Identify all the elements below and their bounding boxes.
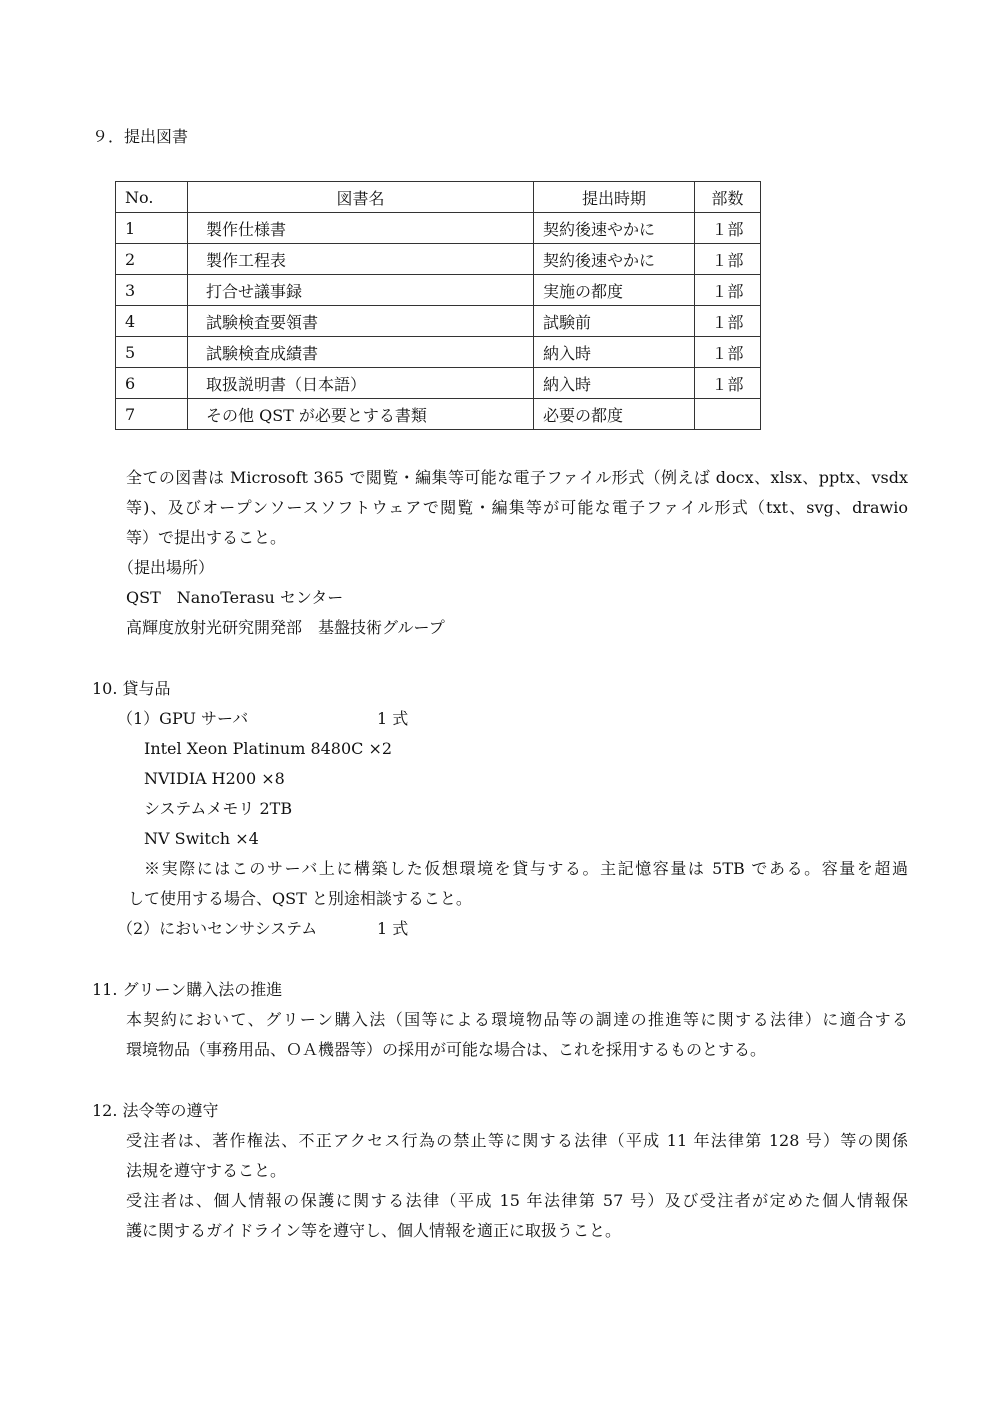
- table-row: [116, 399, 761, 430]
- section-12-heading: 12. 法令等の遵守: [92, 1101, 219, 1120]
- row-submission-time: 試験前: [534, 306, 695, 337]
- table-row: [116, 275, 761, 306]
- header-copies: 部数: [695, 182, 761, 213]
- row-no: 1: [116, 213, 188, 244]
- green-purchasing-line: 本契約において、グリーン購入法（国等による環境物品等の調達の推進等に関する法律）に適合する: [126, 1010, 908, 1029]
- row-document-name: 取扱説明書（日本語）: [188, 368, 534, 399]
- format-paragraph-line: 全ての図書は Microsoft 365 で閲覧・編集等可能な電子ファイル形式（例えば docx、xlsx、pptx、vsdx: [126, 468, 908, 487]
- row-no: 7: [116, 399, 188, 430]
- row-document-name: 試験検査要領書: [188, 306, 534, 337]
- header-submission-time: 提出時期: [534, 182, 695, 213]
- row-copies: １部: [695, 244, 761, 275]
- row-document-name: 製作工程表: [188, 244, 534, 275]
- compliance-line: 護に関するガイドライン等を遵守し、個人情報を適正に取扱うこと。: [126, 1221, 622, 1240]
- table-row: [116, 244, 761, 275]
- row-submission-time: 契約後速やかに: [534, 244, 695, 275]
- row-submission-time: 実施の都度: [534, 275, 695, 306]
- row-copies: １部: [695, 306, 761, 337]
- header-document-name: 図書名: [188, 182, 534, 213]
- green-purchasing-line: 環境物品（事務用品、ＯＡ機器等）の採用が可能な場合は、これを採用するものとする。: [126, 1040, 767, 1059]
- table-row: [116, 306, 761, 337]
- header-no: No.: [116, 182, 188, 213]
- row-document-name: 試験検査成績書: [188, 337, 534, 368]
- compliance-line: 法規を遵守すること。: [126, 1161, 287, 1180]
- documents-table: [115, 181, 761, 430]
- loan-item-2-quantity: 1 式: [377, 919, 409, 938]
- row-document-name: 打合せ議事録: [188, 275, 534, 306]
- row-no: 2: [116, 244, 188, 275]
- section-11-heading: 11. グリーン購入法の推進: [92, 980, 283, 999]
- row-document-name: その他 QST が必要とする書類: [188, 399, 534, 430]
- row-no: 4: [116, 306, 188, 337]
- gpu-server-spec: NV Switch ×4: [144, 829, 259, 848]
- row-copies: １部: [695, 368, 761, 399]
- row-no: 5: [116, 337, 188, 368]
- row-submission-time: 納入時: [534, 368, 695, 399]
- row-document-name: 製作仕様書: [188, 213, 534, 244]
- table-row: [116, 337, 761, 368]
- gpu-server-spec: NVIDIA H200 ×8: [144, 769, 285, 788]
- table-row: [116, 213, 761, 244]
- submission-place-line: QST NanoTerasu センター: [126, 588, 344, 607]
- gpu-server-note-line: ※実際にはこのサーバ上に構築した仮想環境を貸与する。主記憶容量は 5TB である。容量を超過: [144, 859, 908, 878]
- row-submission-time: 契約後速やかに: [534, 213, 695, 244]
- section-9-heading: ９．提出図書: [92, 127, 189, 146]
- table-row: [116, 368, 761, 399]
- format-paragraph-line: 等)、及びオープンソースソフトウェアで閲覧・編集等が可能な電子ファイル形式（txt、svg、drawio: [126, 498, 908, 517]
- table-header-row: [116, 182, 761, 213]
- submission-place-line: 高輝度放射光研究開発部 基盤技術グループ: [126, 618, 445, 637]
- row-copies: [695, 399, 761, 430]
- loan-item-2-label: （2）においセンサシステム: [117, 919, 318, 938]
- compliance-line: 受注者は、個人情報の保護に関する法律（平成 15 年法律第 57 号）及び受注者が定めた個人情報保: [126, 1191, 908, 1210]
- section-10-heading: 10. 貸与品: [92, 679, 171, 698]
- row-submission-time: 納入時: [534, 337, 695, 368]
- gpu-server-spec: Intel Xeon Platinum 8480C ×2: [144, 739, 393, 758]
- format-paragraph-line: 等）で提出すること。: [126, 528, 287, 547]
- compliance-line: 受注者は、著作権法、不正アクセス行為の禁止等に関する法律（平成 11 年法律第 128 号）等の関係: [126, 1131, 908, 1150]
- gpu-server-note-line: して使用する場合、QST と別途相談すること。: [128, 889, 472, 908]
- submission-place-label: （提出場所）: [118, 558, 215, 577]
- row-copies: １部: [695, 337, 761, 368]
- row-submission-time: 必要の都度: [534, 399, 695, 430]
- loan-item-1-label: （1）GPU サーバ: [117, 709, 249, 728]
- row-no: 6: [116, 368, 188, 399]
- row-copies: １部: [695, 213, 761, 244]
- gpu-server-spec: システムメモリ 2TB: [144, 799, 293, 818]
- row-copies: １部: [695, 275, 761, 306]
- row-no: 3: [116, 275, 188, 306]
- loan-item-1-quantity: 1 式: [377, 709, 409, 728]
